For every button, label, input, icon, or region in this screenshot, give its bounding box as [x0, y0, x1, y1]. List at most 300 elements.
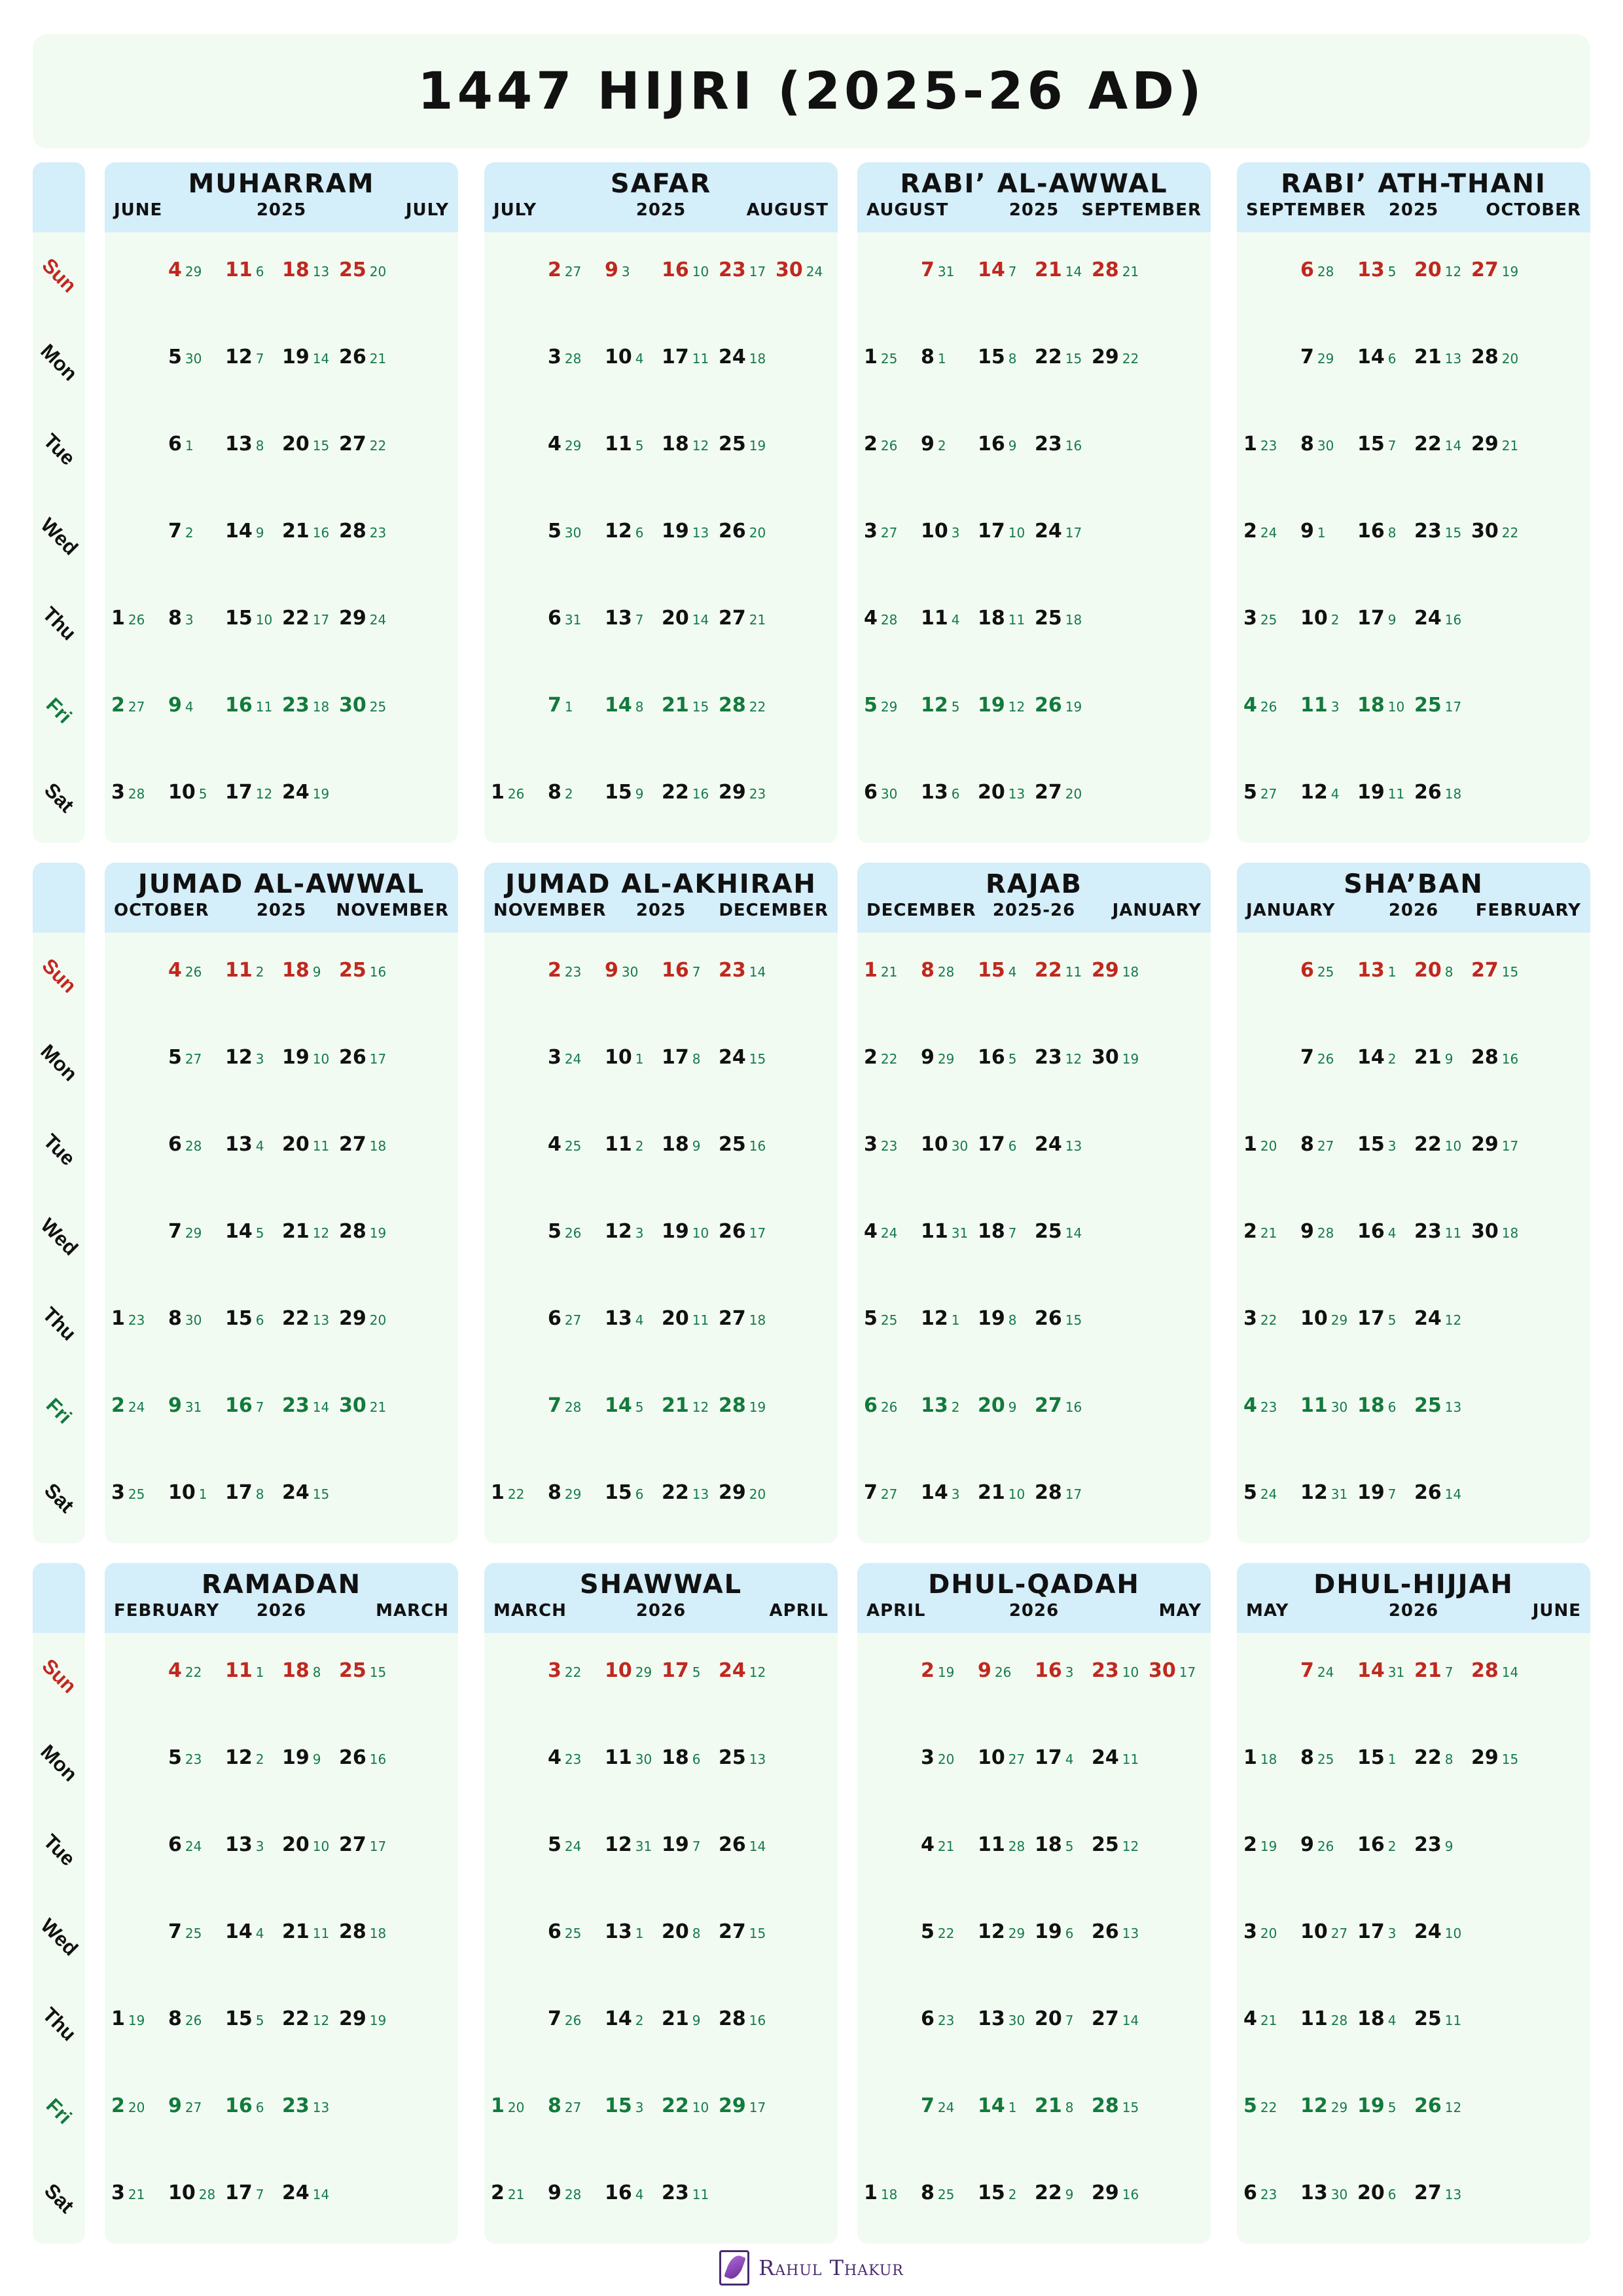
weekday-label: Sun [37, 253, 81, 297]
hijri-day: 20 [662, 607, 689, 630]
hijri-day: 27 [339, 1833, 366, 1856]
gregorian-day: 6 [692, 1751, 701, 1767]
feather-logo-icon [719, 2250, 749, 2286]
hijri-day: 27 [1471, 259, 1499, 281]
day-cell [605, 1920, 643, 1953]
gregorian-day: 17 [312, 612, 330, 628]
day-cell [548, 346, 581, 378]
gregorian-day: 14 [692, 612, 709, 628]
day-cell [719, 1307, 766, 1340]
gregorian-day: 20 [369, 264, 387, 279]
weekday-label-cell [33, 1981, 85, 2068]
hijri-day: 12 [1300, 781, 1328, 804]
day-cell [282, 1133, 329, 1166]
weekday-label-cell [33, 1632, 85, 1719]
gregorian-day: 4 [1065, 1751, 1074, 1767]
hijri-day: 9 [921, 433, 935, 456]
day-cell [1035, 694, 1082, 726]
hijri-day: 20 [282, 1133, 310, 1156]
hijri-day: 10 [1300, 1920, 1328, 1943]
gregorian-day: 5 [255, 1225, 264, 1241]
day-cell [864, 346, 897, 378]
day-cell [1300, 433, 1334, 465]
gregorian-day: 28 [185, 1138, 202, 1154]
day-cell [339, 1920, 386, 1953]
gregorian-day: 1 [564, 699, 573, 715]
gregorian-subheader [105, 901, 458, 924]
hijri-day: 7 [548, 694, 562, 717]
gregorian-day: 28 [1317, 1225, 1334, 1241]
gregorian-day: 30 [1008, 2013, 1026, 2028]
gregorian-day: 16 [1065, 438, 1082, 454]
day-cell [662, 346, 709, 378]
hijri-day: 11 [225, 959, 253, 982]
gregorian-month-right: NOVEMBER [336, 901, 449, 920]
gregorian-day: 11 [1122, 1751, 1139, 1767]
hijri-day: 8 [921, 2181, 935, 2204]
day-cell [605, 1394, 643, 1427]
gregorian-day: 10 [312, 1839, 330, 1854]
gregorian-day: 2 [255, 964, 264, 980]
day-cell [111, 2181, 145, 2214]
gregorian-day: 18 [369, 1138, 387, 1154]
hijri-day: 19 [282, 1046, 310, 1069]
day-cell [719, 781, 766, 814]
day-cell [1035, 346, 1082, 378]
gregorian-day: 28 [128, 786, 145, 802]
hijri-day: 10 [605, 346, 632, 368]
hijri-day: 1 [1243, 1746, 1257, 1769]
gregorian-month-left: JANUARY [1246, 901, 1336, 920]
gregorian-day: 27 [564, 2100, 582, 2115]
day-cell [719, 1394, 766, 1427]
day-cell [1357, 1920, 1396, 1953]
month-name: DHUL-HIJJAH [1313, 1570, 1514, 1600]
gregorian-day: 14 [1501, 1664, 1519, 1680]
day-cell [548, 1746, 581, 1779]
gregorian-day: 19 [128, 2013, 145, 2028]
day-cell [168, 346, 202, 378]
hijri-day: 11 [978, 1833, 1005, 1856]
day-cell [1300, 1920, 1347, 1953]
gregorian-day: 16 [312, 525, 330, 541]
day-cell [978, 1046, 1016, 1079]
hijri-day: 23 [282, 1394, 310, 1417]
hijri-day: 1 [111, 2007, 125, 2030]
gregorian-day: 17 [749, 2100, 766, 2115]
gregorian-day: 29 [1317, 351, 1334, 367]
day-cell [1471, 1046, 1518, 1079]
gregorian-year: 2026 [635, 1601, 687, 1621]
hijri-day: 19 [662, 1220, 689, 1243]
hijri-day: 20 [662, 1920, 689, 1943]
gregorian-day: 15 [692, 699, 709, 715]
hijri-day: 3 [864, 1133, 878, 1156]
day-cell [225, 1046, 264, 1079]
gregorian-day: 3 [255, 1839, 264, 1854]
hijri-day: 13 [1300, 2181, 1328, 2204]
hijri-day: 2 [491, 2181, 505, 2204]
gregorian-day: 22 [1260, 2100, 1277, 2115]
gregorian-day: 26 [1260, 699, 1277, 715]
gregorian-day: 22 [185, 1664, 202, 1680]
day-cell [1035, 1307, 1082, 1340]
day-cell [1357, 1046, 1396, 1079]
gregorian-day: 6 [255, 1312, 264, 1328]
hijri-day: 27 [339, 1133, 366, 1156]
gregorian-day: 8 [1444, 964, 1454, 980]
gregorian-day: 5 [1065, 1839, 1074, 1854]
day-cell [1357, 1481, 1396, 1514]
day-cell [548, 1220, 581, 1253]
gregorian-day: 31 [564, 612, 582, 628]
hijri-day: 4 [548, 1746, 562, 1769]
hijri-day: 9 [168, 2094, 182, 2117]
day-cell [339, 1046, 386, 1079]
day-cell [548, 1046, 581, 1079]
gregorian-day: 23 [369, 525, 387, 541]
hijri-day: 5 [548, 1833, 562, 1856]
hijri-day: 1 [111, 607, 125, 630]
day-cell [719, 1133, 766, 1166]
day-cell [111, 694, 145, 726]
day-cell [1300, 1833, 1334, 1866]
day-cell [1243, 1133, 1277, 1166]
day-cell [282, 2007, 329, 2040]
gregorian-year: 2025 [256, 901, 307, 920]
gregorian-month-left: SEPTEMBER [1246, 200, 1366, 220]
hijri-day: 18 [282, 1659, 310, 1682]
day-cell [1300, 1046, 1334, 1079]
hijri-day: 28 [1471, 346, 1499, 368]
gregorian-day: 9 [312, 1751, 321, 1767]
hijri-day: 27 [719, 1920, 746, 1943]
hijri-day: 24 [1035, 1133, 1062, 1156]
day-cell [491, 781, 524, 814]
day-cell [1300, 1394, 1347, 1427]
gregorian-month-left: APRIL [866, 1601, 926, 1621]
gregorian-day: 24 [937, 2100, 955, 2115]
day-cell [282, 959, 321, 992]
gregorian-day: 22 [564, 1664, 582, 1680]
gregorian-day: 5 [635, 438, 644, 454]
day-cell [111, 1307, 145, 1340]
gregorian-day: 6 [255, 2100, 264, 2115]
hijri-day: 17 [978, 1133, 1005, 1156]
gregorian-day: 2 [185, 525, 194, 541]
day-cell [978, 259, 1016, 291]
gregorian-day: 10 [1122, 1664, 1139, 1680]
hijri-day: 29 [1092, 2181, 1119, 2204]
hijri-day: 7 [168, 1220, 182, 1243]
hijri-day: 16 [1357, 1833, 1385, 1856]
gregorian-day: 28 [198, 2187, 216, 2202]
hijri-day: 5 [168, 346, 182, 368]
day-cell [1357, 1659, 1404, 1692]
day-cell [662, 1133, 700, 1166]
gregorian-day: 2 [937, 438, 946, 454]
gregorian-day: 8 [692, 1051, 701, 1067]
hijri-day: 16 [1357, 520, 1385, 543]
day-cell [921, 1220, 968, 1253]
day-cell [1357, 1220, 1396, 1253]
gregorian-day: 9 [1444, 1839, 1454, 1854]
hijri-day: 24 [719, 1046, 746, 1069]
gregorian-day: 18 [1065, 612, 1082, 628]
day-cell [864, 520, 897, 552]
hijri-day: 27 [1035, 1394, 1062, 1417]
hijri-day: 21 [662, 1394, 689, 1417]
weekday-header [33, 162, 85, 232]
hijri-day: 20 [1414, 259, 1442, 281]
gregorian-day: 11 [1444, 2013, 1462, 2028]
hijri-day: 5 [864, 1307, 878, 1330]
hijri-day: 30 [1149, 1659, 1176, 1682]
hijri-day: 4 [168, 959, 182, 982]
hijri-day: 7 [1300, 1046, 1314, 1069]
gregorian-day: 3 [1387, 1926, 1397, 1941]
gregorian-day: 5 [1387, 2100, 1397, 2115]
gregorian-day: 4 [255, 1926, 264, 1941]
gregorian-day: 17 [1179, 1664, 1196, 1680]
gregorian-day: 30 [185, 351, 202, 367]
day-cell [978, 607, 1025, 639]
gregorian-month-right: OCTOBER [1486, 200, 1581, 220]
gregorian-day: 21 [128, 2187, 145, 2202]
hijri-day: 8 [168, 2007, 182, 2030]
day-cell [662, 1481, 709, 1514]
gregorian-day: 14 [749, 964, 766, 980]
gregorian-day: 30 [564, 525, 582, 541]
gregorian-day: 7 [1387, 1486, 1397, 1502]
day-cell [662, 259, 709, 291]
gregorian-day: 13 [1065, 1138, 1082, 1154]
day-cell [1300, 2094, 1347, 2127]
day-cell [225, 1833, 264, 1866]
day-cell [225, 346, 264, 378]
gregorian-day: 12 [1444, 264, 1462, 279]
day-cell [1300, 346, 1334, 378]
day-cell [1414, 959, 1453, 992]
gregorian-day: 23 [564, 1751, 582, 1767]
gregorian-day: 24 [806, 264, 823, 279]
gregorian-day: 11 [692, 1312, 709, 1328]
day-cell [605, 2094, 643, 2127]
hijri-day: 23 [1035, 1046, 1062, 1069]
hijri-day: 2 [548, 959, 562, 982]
day-cell [662, 959, 700, 992]
month-name: RAJAB [985, 869, 1083, 899]
gregorian-day: 19 [1065, 699, 1082, 715]
gregorian-day: 10 [692, 264, 709, 279]
gregorian-day: 26 [994, 1664, 1012, 1680]
hijri-day: 13 [978, 2007, 1005, 2030]
day-cell [978, 2181, 1016, 2214]
gregorian-day: 18 [749, 1312, 766, 1328]
gregorian-day: 6 [1387, 2187, 1397, 2202]
hijri-day: 22 [282, 607, 310, 630]
day-cell [1357, 694, 1404, 726]
weekday-label-cell [33, 1193, 85, 1280]
hijri-day: 10 [168, 1481, 196, 1504]
day-cell [168, 433, 194, 465]
hijri-day: 20 [1357, 2181, 1385, 2204]
day-cell [282, 1920, 329, 1953]
hijri-day: 19 [1035, 1920, 1062, 1943]
gregorian-day: 15 [369, 1664, 387, 1680]
hijri-day: 26 [1414, 781, 1442, 804]
hijri-day: 12 [225, 346, 253, 368]
day-cell [719, 433, 766, 465]
gregorian-day: 1 [635, 1926, 644, 1941]
hijri-day: 16 [225, 1394, 253, 1417]
hijri-day: 28 [339, 1920, 366, 1943]
hijri-day: 11 [225, 259, 253, 281]
hijri-day: 8 [168, 1307, 182, 1330]
day-cell [719, 1746, 766, 1779]
day-cell [168, 1220, 202, 1253]
day-cell [978, 1220, 1016, 1253]
day-cell [864, 1481, 897, 1514]
day-cell [168, 2181, 215, 2214]
hijri-day: 18 [978, 607, 1005, 630]
day-cell [1471, 346, 1518, 378]
gregorian-day: 16 [369, 1751, 387, 1767]
hijri-day: 13 [605, 1920, 632, 1943]
hijri-day: 15 [605, 1481, 632, 1504]
gregorian-day: 14 [312, 2187, 330, 2202]
day-cell [225, 781, 272, 814]
hijri-day: 22 [662, 1481, 689, 1504]
weekday-label-cell [33, 932, 85, 1019]
gregorian-day: 5 [1387, 1312, 1397, 1328]
hijri-day: 3 [1243, 607, 1257, 630]
hijri-day: 26 [339, 1746, 366, 1769]
day-cell [662, 433, 709, 465]
hijri-day: 9 [168, 1394, 182, 1417]
gregorian-day: 19 [369, 1225, 387, 1241]
gregorian-day: 1 [185, 438, 194, 454]
gregorian-day: 29 [564, 1486, 582, 1502]
month-header [105, 863, 458, 933]
hijri-day: 8 [1300, 433, 1314, 456]
hijri-day: 15 [1357, 1746, 1385, 1769]
gregorian-day: 13 [692, 1486, 709, 1502]
day-cell [1357, 2094, 1396, 2127]
gregorian-day: 11 [312, 1138, 330, 1154]
weekday-label-cell [33, 667, 85, 754]
hijri-day: 6 [548, 607, 562, 630]
hijri-day: 26 [719, 520, 746, 543]
hijri-day: 1 [1243, 1133, 1257, 1156]
hijri-day: 1 [864, 346, 878, 368]
gregorian-day: 8 [1387, 525, 1397, 541]
gregorian-day: 23 [937, 2013, 955, 2028]
gregorian-day: 2 [951, 1399, 960, 1415]
day-cell [864, 607, 897, 639]
hijri-day: 4 [548, 1133, 562, 1156]
gregorian-day: 8 [692, 1926, 701, 1941]
gregorian-day: 22 [1501, 525, 1519, 541]
day-cell [282, 520, 329, 552]
gregorian-day: 17 [749, 264, 766, 279]
gregorian-day: 19 [1501, 264, 1519, 279]
hijri-day: 23 [282, 2094, 310, 2117]
hijri-day: 6 [1243, 2181, 1257, 2204]
day-cell [491, 2094, 524, 2127]
hijri-day: 13 [225, 433, 253, 456]
hijri-day: 8 [548, 781, 562, 804]
gregorian-day: 21 [507, 2187, 525, 2202]
day-cell [1414, 1746, 1453, 1779]
gregorian-day: 20 [1260, 1926, 1277, 1941]
day-cell [864, 1046, 897, 1079]
gregorian-day: 20 [1260, 1138, 1277, 1154]
gregorian-day: 5 [198, 786, 207, 802]
gregorian-day: 1 [937, 351, 946, 367]
hijri-day: 8 [1300, 1746, 1314, 1769]
hijri-day: 12 [605, 1833, 632, 1856]
day-cell [921, 607, 959, 639]
gregorian-month-left: DECEMBER [866, 901, 976, 920]
day-cell [1035, 1833, 1073, 1866]
hijri-day: 14 [1357, 346, 1385, 368]
day-cell [168, 520, 194, 552]
hijri-day: 21 [1414, 346, 1442, 368]
gregorian-day: 11 [692, 2187, 709, 2202]
gregorian-day: 12 [1122, 1839, 1139, 1854]
month-name: JUMAD AL-AWWAL [137, 869, 425, 899]
day-cell [1243, 1307, 1277, 1340]
day-cell [339, 959, 386, 992]
hijri-day: 5 [168, 1746, 182, 1769]
hijri-day: 4 [548, 433, 562, 456]
weekday-label-cell [33, 1454, 85, 1541]
day-cell [339, 346, 386, 378]
gregorian-day: 9 [1444, 1051, 1454, 1067]
gregorian-day: 29 [185, 1225, 202, 1241]
hijri-day: 24 [282, 781, 310, 804]
gregorian-day: 16 [692, 786, 709, 802]
day-cell [282, 1659, 321, 1692]
gregorian-day: 15 [312, 438, 330, 454]
hijri-day: 29 [339, 2007, 366, 2030]
hijri-day: 17 [225, 781, 253, 804]
day-cell [1300, 1481, 1347, 1514]
gregorian-day: 7 [1387, 438, 1397, 454]
day-cell [662, 1920, 700, 1953]
day-cell [168, 607, 194, 639]
day-cell [978, 433, 1016, 465]
day-cell [111, 607, 145, 639]
weekday-label: Sun [37, 1654, 81, 1698]
gregorian-day: 9 [1008, 438, 1017, 454]
day-cell [1357, 433, 1396, 465]
gregorian-day: 17 [1065, 1486, 1082, 1502]
day-cell [168, 781, 207, 814]
gregorian-day: 25 [128, 1486, 145, 1502]
day-cell [864, 1133, 897, 1166]
day-cell [1357, 1833, 1396, 1866]
month-block [484, 863, 838, 1543]
day-cell [168, 1481, 207, 1514]
gregorian-day: 5 [1008, 1051, 1017, 1067]
day-cell [1092, 1833, 1139, 1866]
day-cell [1414, 1307, 1461, 1340]
gregorian-day: 1 [1387, 964, 1397, 980]
gregorian-day: 17 [1065, 525, 1082, 541]
gregorian-day: 11 [1444, 1225, 1462, 1241]
